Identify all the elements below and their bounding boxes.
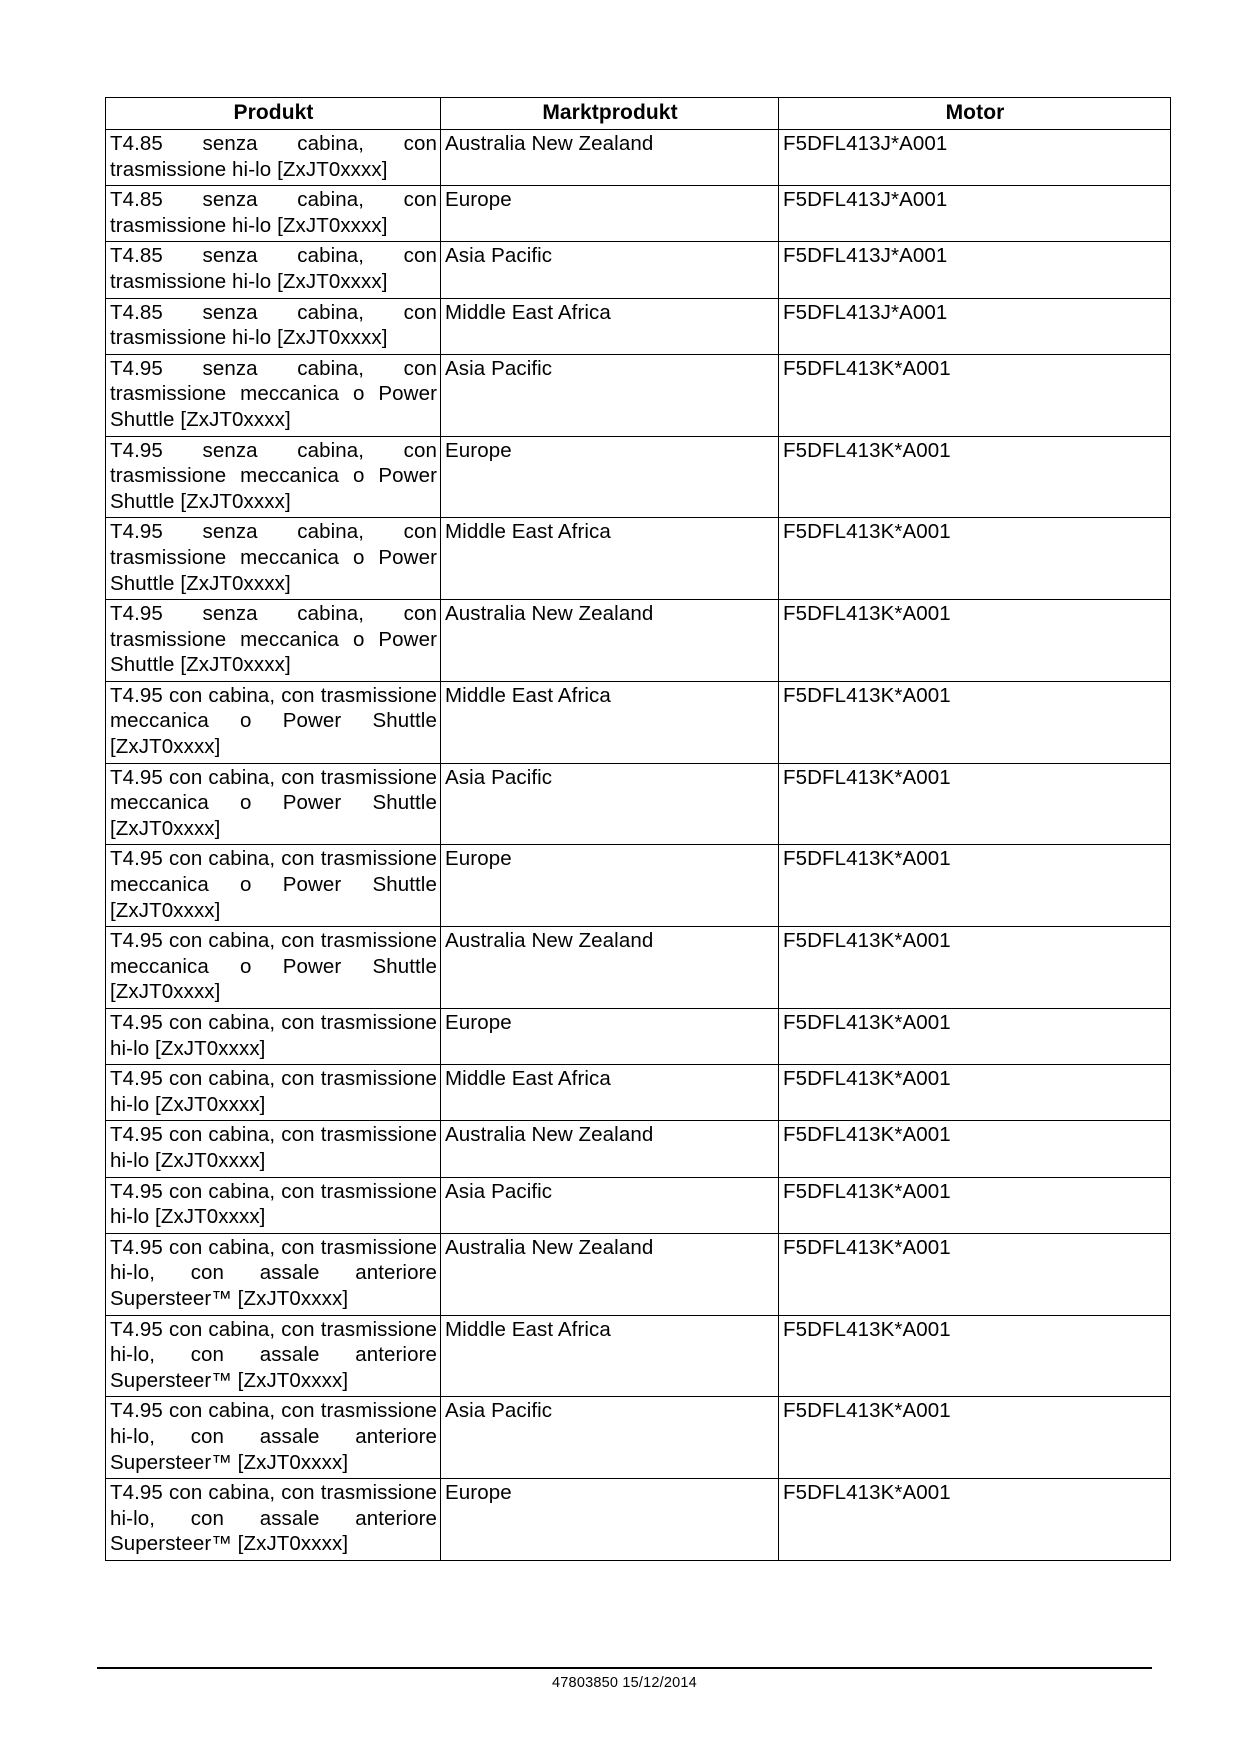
- produkt-line: trasmissione hi-lo [ZxJT0xxxx]: [110, 269, 388, 293]
- produkt-line: [ZxJT0xxxx]: [110, 898, 221, 922]
- cell-produkt: [106, 1397, 441, 1479]
- produkt-line: hi-lo, con assale anteriore: [110, 1343, 437, 1367]
- produkt-line: Shuttle [ZxJT0xxxx]: [110, 571, 291, 595]
- produkt-line: hi-lo, con assale anteriore: [110, 1506, 437, 1530]
- cell-marktprodukt: Europe: [441, 1009, 779, 1065]
- cell-produkt: [106, 354, 441, 436]
- table-row: [106, 130, 1171, 186]
- produkt-line: T4.95 con cabina, con trasmissione: [110, 847, 437, 871]
- cell-produkt: [106, 1479, 441, 1561]
- cell-produkt: [106, 1233, 441, 1315]
- cell-marktprodukt: Europe: [441, 186, 779, 242]
- cell-marktprodukt: Middle East Africa: [441, 681, 779, 763]
- produkt-line: trasmissione meccanica o Power: [110, 382, 437, 406]
- cell-marktprodukt: Australia New Zealand: [441, 600, 779, 682]
- produkt-line: hi-lo, con assale anteriore: [110, 1424, 437, 1448]
- cell-motor: F5DFL413K*A001: [779, 681, 1171, 763]
- table-row: [106, 354, 1171, 436]
- cell-produkt: [106, 518, 441, 600]
- produkt-line: Shuttle [ZxJT0xxxx]: [110, 489, 291, 513]
- table-row: [106, 763, 1171, 845]
- cell-marktprodukt: Asia Pacific: [441, 1177, 779, 1233]
- column-header-marktprodukt: Marktprodukt: [441, 98, 779, 130]
- produkt-line: trasmissione hi-lo [ZxJT0xxxx]: [110, 326, 388, 350]
- produkt-line: hi-lo [ZxJT0xxxx]: [110, 1205, 266, 1229]
- produkt-line: meccanica o Power Shuttle: [110, 873, 437, 897]
- cell-motor: F5DFL413K*A001: [779, 518, 1171, 600]
- cell-produkt: [106, 927, 441, 1009]
- cell-marktprodukt: Asia Pacific: [441, 1397, 779, 1479]
- table-row: [106, 1397, 1171, 1479]
- table-row: [106, 1479, 1171, 1561]
- table-row: [106, 298, 1171, 354]
- table-row: [106, 845, 1171, 927]
- produkt-line: T4.95 senza cabina, con: [110, 438, 437, 462]
- cell-produkt: [106, 600, 441, 682]
- cell-produkt: [106, 436, 441, 518]
- produkt-line: Supersteer™ [ZxJT0xxxx]: [110, 1532, 349, 1556]
- table-row: [106, 1315, 1171, 1397]
- produkt-line: [ZxJT0xxxx]: [110, 980, 221, 1004]
- produkt-line: T4.95 con cabina, con trasmissione: [110, 1067, 437, 1091]
- produkt-line: hi-lo [ZxJT0xxxx]: [110, 1036, 266, 1060]
- footer-divider: [97, 1667, 1152, 1669]
- table-header-row: [106, 98, 1171, 130]
- table-row: [106, 1177, 1171, 1233]
- cell-motor: F5DFL413K*A001: [779, 1177, 1171, 1233]
- table-row: [106, 518, 1171, 600]
- cell-marktprodukt: Middle East Africa: [441, 1315, 779, 1397]
- produkt-line: T4.95 con cabina, con trasmissione: [110, 1481, 437, 1505]
- table-row: [106, 1121, 1171, 1177]
- table-row: [106, 186, 1171, 242]
- produkt-line: T4.95 senza cabina, con: [110, 520, 437, 544]
- produkt-line: T4.95 con cabina, con trasmissione: [110, 1235, 437, 1259]
- table-row: [106, 436, 1171, 518]
- produkt-line: meccanica o Power Shuttle: [110, 709, 437, 733]
- cell-motor: F5DFL413J*A001: [779, 242, 1171, 298]
- produkt-line: T4.85 senza cabina, con: [110, 244, 437, 268]
- cell-produkt: [106, 845, 441, 927]
- cell-motor: F5DFL413K*A001: [779, 1233, 1171, 1315]
- cell-motor: F5DFL413K*A001: [779, 763, 1171, 845]
- cell-motor: F5DFL413K*A001: [779, 1065, 1171, 1121]
- product-engine-table-wrapper: [105, 97, 1170, 1561]
- produkt-line: hi-lo, con assale anteriore: [110, 1261, 437, 1285]
- cell-motor: F5DFL413K*A001: [779, 1121, 1171, 1177]
- cell-produkt: [106, 763, 441, 845]
- cell-marktprodukt: Europe: [441, 436, 779, 518]
- table-header: [106, 98, 1171, 130]
- cell-produkt: [106, 1065, 441, 1121]
- cell-motor: F5DFL413J*A001: [779, 186, 1171, 242]
- cell-marktprodukt: Asia Pacific: [441, 242, 779, 298]
- product-engine-table: [105, 97, 1171, 1561]
- cell-motor: F5DFL413K*A001: [779, 845, 1171, 927]
- produkt-line: T4.95 con cabina, con trasmissione: [110, 683, 437, 707]
- cell-motor: F5DFL413K*A001: [779, 927, 1171, 1009]
- table-row: [106, 1233, 1171, 1315]
- cell-produkt: [106, 242, 441, 298]
- footer-document-code: 47803850 15/12/2014: [552, 1675, 697, 1691]
- produkt-line: Shuttle [ZxJT0xxxx]: [110, 407, 291, 431]
- produkt-line: T4.95 con cabina, con trasmissione: [110, 1179, 437, 1203]
- cell-marktprodukt: Europe: [441, 1479, 779, 1561]
- cell-produkt: [106, 1009, 441, 1065]
- cell-produkt: [106, 1315, 441, 1397]
- produkt-line: T4.95 con cabina, con trasmissione: [110, 1123, 437, 1147]
- cell-marktprodukt: Australia New Zealand: [441, 1121, 779, 1177]
- produkt-line: hi-lo [ZxJT0xxxx]: [110, 1092, 266, 1116]
- produkt-line: trasmissione hi-lo [ZxJT0xxxx]: [110, 213, 388, 237]
- cell-marktprodukt: Australia New Zealand: [441, 130, 779, 186]
- table-row: [106, 600, 1171, 682]
- produkt-line: Supersteer™ [ZxJT0xxxx]: [110, 1368, 349, 1392]
- produkt-line: Supersteer™ [ZxJT0xxxx]: [110, 1286, 349, 1310]
- table-body: [106, 130, 1171, 1561]
- cell-produkt: [106, 130, 441, 186]
- column-header-produkt: Produkt: [106, 98, 441, 130]
- produkt-line: Shuttle [ZxJT0xxxx]: [110, 653, 291, 677]
- produkt-line: Supersteer™ [ZxJT0xxxx]: [110, 1450, 349, 1474]
- cell-produkt: [106, 681, 441, 763]
- produkt-line: T4.95 senza cabina, con: [110, 602, 437, 626]
- cell-motor: F5DFL413K*A001: [779, 1009, 1171, 1065]
- produkt-line: T4.85 senza cabina, con: [110, 132, 437, 155]
- produkt-line: [ZxJT0xxxx]: [110, 735, 221, 759]
- produkt-line: hi-lo [ZxJT0xxxx]: [110, 1148, 266, 1172]
- cell-motor: F5DFL413K*A001: [779, 600, 1171, 682]
- cell-motor: F5DFL413J*A001: [779, 130, 1171, 186]
- cell-marktprodukt: Asia Pacific: [441, 763, 779, 845]
- produkt-line: meccanica o Power Shuttle: [110, 791, 437, 815]
- cell-motor: F5DFL413K*A001: [779, 436, 1171, 518]
- produkt-line: trasmissione meccanica o Power: [110, 545, 437, 569]
- cell-produkt: [106, 1177, 441, 1233]
- table-row: [106, 242, 1171, 298]
- cell-motor: F5DFL413K*A001: [779, 1479, 1171, 1561]
- cell-marktprodukt: Asia Pacific: [441, 354, 779, 436]
- cell-marktprodukt: Middle East Africa: [441, 518, 779, 600]
- produkt-line: T4.85 senza cabina, con: [110, 300, 437, 324]
- produkt-line: T4.95 con cabina, con trasmissione: [110, 1011, 437, 1034]
- table-row: [106, 927, 1171, 1009]
- table-row: [106, 1009, 1171, 1065]
- cell-produkt: [106, 298, 441, 354]
- cell-marktprodukt: Europe: [441, 845, 779, 927]
- produkt-line: [ZxJT0xxxx]: [110, 816, 221, 840]
- cell-produkt: [106, 1121, 441, 1177]
- cell-motor: F5DFL413K*A001: [779, 1397, 1171, 1479]
- produkt-line: T4.95 con cabina, con trasmissione: [110, 1399, 437, 1423]
- cell-marktprodukt: Middle East Africa: [441, 298, 779, 354]
- produkt-line: T4.85 senza cabina, con: [110, 188, 437, 212]
- cell-produkt: [106, 186, 441, 242]
- cell-marktprodukt: Australia New Zealand: [441, 927, 779, 1009]
- table-row: [106, 681, 1171, 763]
- produkt-line: T4.95 con cabina, con trasmissione: [110, 1317, 437, 1341]
- column-header-motor: Motor: [779, 98, 1171, 130]
- cell-marktprodukt: Middle East Africa: [441, 1065, 779, 1121]
- produkt-line: T4.95 con cabina, con trasmissione: [110, 929, 437, 953]
- cell-marktprodukt: Australia New Zealand: [441, 1233, 779, 1315]
- produkt-line: meccanica o Power Shuttle: [110, 954, 437, 978]
- produkt-line: T4.95 con cabina, con trasmissione: [110, 765, 437, 789]
- produkt-line: trasmissione meccanica o Power: [110, 464, 437, 488]
- produkt-line: trasmissione meccanica o Power: [110, 627, 437, 651]
- cell-motor: F5DFL413K*A001: [779, 354, 1171, 436]
- cell-motor: F5DFL413J*A001: [779, 298, 1171, 354]
- produkt-line: trasmissione hi-lo [ZxJT0xxxx]: [110, 157, 388, 181]
- cell-motor: F5DFL413K*A001: [779, 1315, 1171, 1397]
- table-row: [106, 1065, 1171, 1121]
- produkt-line: T4.95 senza cabina, con: [110, 356, 437, 380]
